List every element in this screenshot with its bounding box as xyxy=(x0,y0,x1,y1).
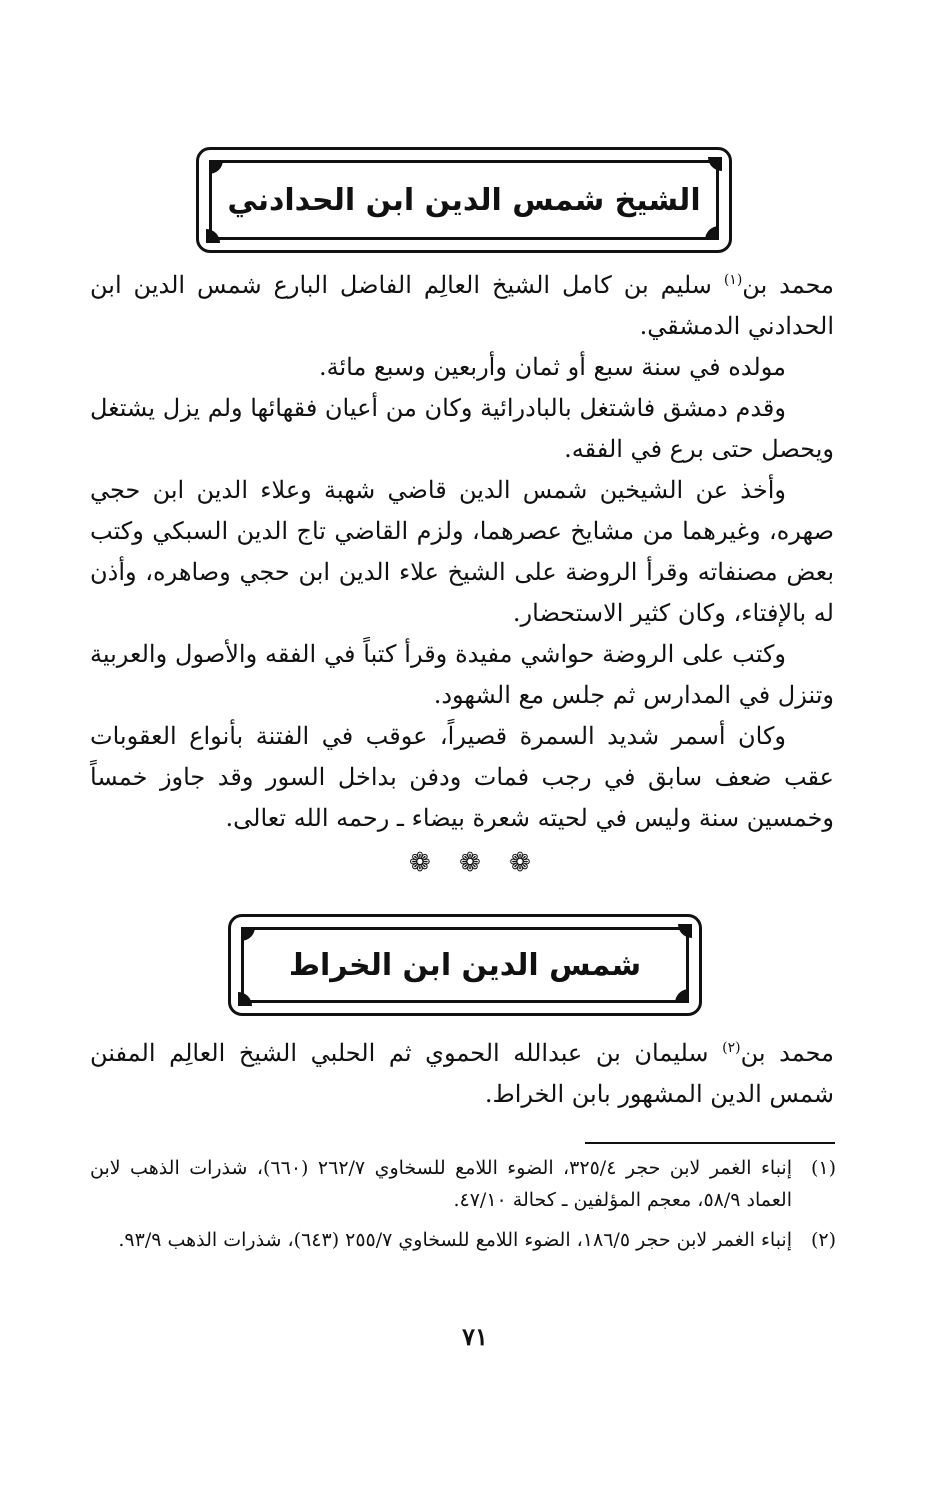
paragraph xyxy=(90,1033,834,1115)
paragraph: وكان أسمر شديد السمرة قصيراً، عوقب في الفتنة بأنواع العقوبات عقب ضعف سابق في رجب فمات ودفن بداخل السور وقد جاوز خمساً وخمسين سنة وليس في لحيته شعرة بيضاء ـ رحمه الله تعالى. xyxy=(90,722,834,832)
paragraph: وكتب على الروضة حواشي مفيدة وقرأ كتباً في الفقه والأصول والعربية وتنزل في المدارس ثم جلس مع الشهود. xyxy=(90,640,834,709)
paragraph: وقدم دمشق فاشتغل بالبادرائية وكان من أعيان فقهائها ولم يزل يشتغل ويحصل حتى برع في الفقه. xyxy=(90,394,834,463)
section-title-frame xyxy=(196,147,732,253)
section-divider-ornament: ❁ ❁ ❁ xyxy=(409,848,541,878)
footnote-ref: (٢) xyxy=(722,1040,741,1056)
footnote-ref: (١) xyxy=(723,272,743,288)
section-title: الشيخ شمس الدين ابن الحدادني xyxy=(227,182,701,218)
footnote-text: إنباء الغمر لابن حجر ١٨٦/٥، الضوء اللامع للسخاوي ٢٥٥/٧ (٦٤٣)، شذرات الذهب ٩٣/٩. xyxy=(118,1229,792,1251)
section-title: شمس الدين ابن الخراط xyxy=(288,947,642,983)
text-run: سليم بن كامل الشيخ العالِم الفاضل البارع شمس الدين ابن الحدادني الدمشقي. xyxy=(90,271,834,340)
footnote-text: إنباء الغمر لابن حجر ٣٢٥/٤، الضوء اللامع للسخاوي ٢٦٢/٧ (٦٦٠)، شذرات الذهب لابن العماد ٥٨/٩، معجم المؤلفين ـ كحالة ٤٧/١٠. xyxy=(90,1157,792,1211)
biography-text xyxy=(90,1033,834,1115)
footnotes xyxy=(90,1152,836,1264)
footnote xyxy=(90,1152,836,1216)
text-run: سليمان بن عبدالله الحموي ثم الحلبي الشيخ العالِم المفنن شمس الدين المشهور بابن الخراط. xyxy=(90,1039,834,1108)
biography-text xyxy=(90,265,834,839)
paragraph: مولده في سنة سبع أو ثمان وأربعين وسبع مائة. xyxy=(318,353,786,381)
text-run: محمد بن xyxy=(740,1039,834,1067)
section-title-frame xyxy=(228,914,702,1016)
text-run: محمد بن xyxy=(742,271,835,299)
footnote-number: (١) xyxy=(810,1157,836,1179)
footnote-number: (٢) xyxy=(810,1229,836,1251)
paragraph xyxy=(90,265,834,347)
footnote-separator xyxy=(585,1142,835,1144)
paragraph: وأخذ عن الشيخين شمس الدين قاضي شهبة وعلاء الدين ابن حجي صهره، وغيرهما من مشايخ عصرهما، ولزم القاضي تاج الدين السبكي وكتب بعض مصنفاته وقرأ الروضة على الشيخ علاء الدين ابن حجي وصاهره، وأذن له بالإفتاء، وكان كثير الاستحضار. xyxy=(90,476,834,627)
footnote xyxy=(90,1224,836,1256)
page-number: ٧١ xyxy=(462,1322,488,1351)
